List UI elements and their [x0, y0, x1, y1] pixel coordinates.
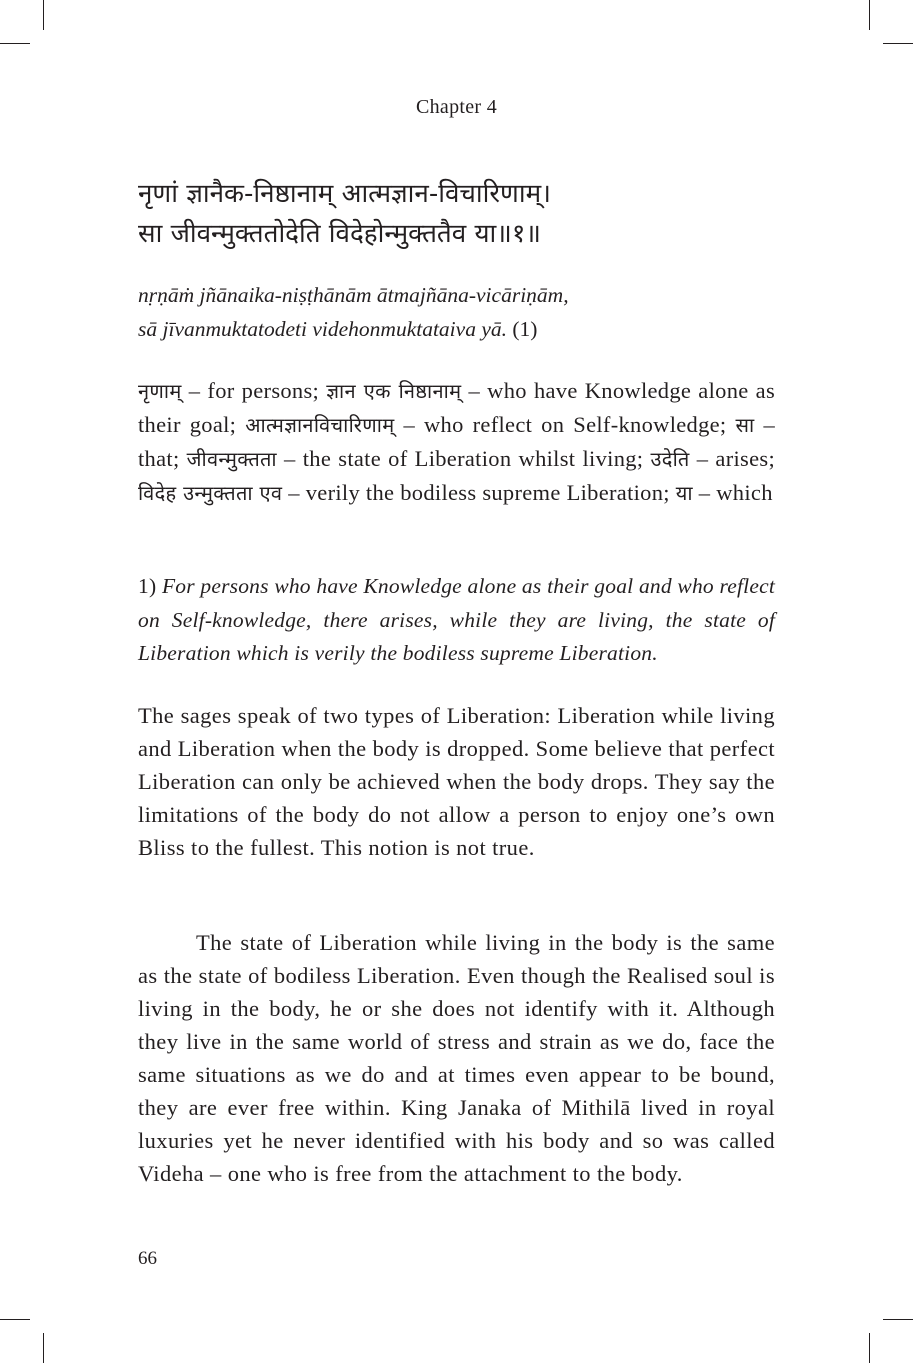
glossary-meaning: – who reflect on Self-knowledge; — [394, 412, 736, 437]
crop-mark-bottom-left-vertical — [43, 1333, 44, 1363]
commentary-paragraph-2 — [138, 926, 775, 1190]
glossary-meaning: – the state of Liberation whilst living; — [276, 446, 651, 471]
glossary-term: जीवन्मुक्तता — [186, 447, 277, 471]
sanskrit-verse — [138, 174, 775, 254]
crop-mark-bottom-right-horizontal — [883, 1319, 913, 1320]
crop-mark-top-left-horizontal — [0, 43, 30, 44]
crop-mark-top-left-vertical — [43, 0, 44, 30]
translation-text: For persons who have Knowledge alone as their goal and who reflect on Self-knowledge, there arises, while they are living, the state of Liberation which is verily the bodiless supreme Liberation. — [138, 574, 775, 665]
glossary-term: आत्मज्ञानविचारिणाम् — [245, 413, 395, 437]
running-header: Chapter 4 — [415, 96, 497, 118]
glossary-meaning: – for persons; — [181, 378, 327, 403]
transliteration-line-1: nṛṇāṁ jñānaika-niṣṭhānām ātmajñāna-vicāriṇām, — [138, 283, 569, 307]
verse-line-1: नृणां ज्ञानैक-निष्ठानाम् आत्मज्ञान-विचारिणाम्। — [138, 179, 551, 209]
word-glossary — [138, 374, 775, 510]
glossary-meaning: – arises; — [689, 446, 775, 471]
commentary-paragraph-1: The sages speak of two types of Liberation: Liberation while living and Liberation when the body is dropped. Some believe that perfect Liberation can only be achieved when the body drops. They say the limitations of the body do not allow a person to enjoy one’s own Bliss to the fullest. This notion is not true. — [138, 703, 775, 860]
glossary-meaning: – verily the bodiless supreme Liberation; — [282, 480, 676, 505]
glossary-term: या — [675, 481, 693, 505]
glossary-term: सा — [735, 413, 755, 437]
crop-mark-top-right-horizontal — [883, 43, 913, 44]
paragraph-text: The state of Liberation while living in the body is the same as the state of bodiless Liberation. Even though the Realised soul is living in the body, he or she does not identify with it. Although they live in the same world of stress and strain as we do, face the same situations as we do and at times even appear to be bound, they are ever free within. King Janaka of Mithilā lived in royal luxuries yet he never identified with his body and so was called Videha – one who is free from the attachment to the body. — [138, 930, 775, 1186]
glossary-meaning: – that; — [138, 412, 775, 471]
glossary-meaning: – which — [692, 480, 773, 505]
glossary-meaning: – who have Knowledge alone as their goal; — [138, 378, 776, 437]
translation-number: 1) — [138, 574, 162, 598]
glossary-term: नृणाम् — [138, 379, 182, 403]
verse-number: (1) — [512, 317, 538, 341]
verse-line-2: सा जीवन्मुक्ततोदेति विदेहोन्मुक्ततैव या॥१॥ — [138, 219, 541, 249]
glossary-term: उदेति — [650, 447, 690, 471]
glossary-term: विदेह उन्मुक्तता एव — [138, 481, 283, 505]
crop-mark-top-right-vertical — [869, 0, 870, 30]
crop-mark-bottom-left-horizontal — [0, 1319, 30, 1320]
transliteration — [138, 278, 775, 346]
verse-translation — [138, 570, 775, 671]
glossary-term: ज्ञान एक निष्ठानाम् — [326, 379, 462, 403]
page-number: 66 — [138, 1248, 157, 1269]
crop-mark-bottom-right-vertical — [869, 1333, 870, 1363]
transliteration-line-2: sā jīvanmuktatodeti videhonmuktataiva yā. (1) — [138, 317, 538, 341]
